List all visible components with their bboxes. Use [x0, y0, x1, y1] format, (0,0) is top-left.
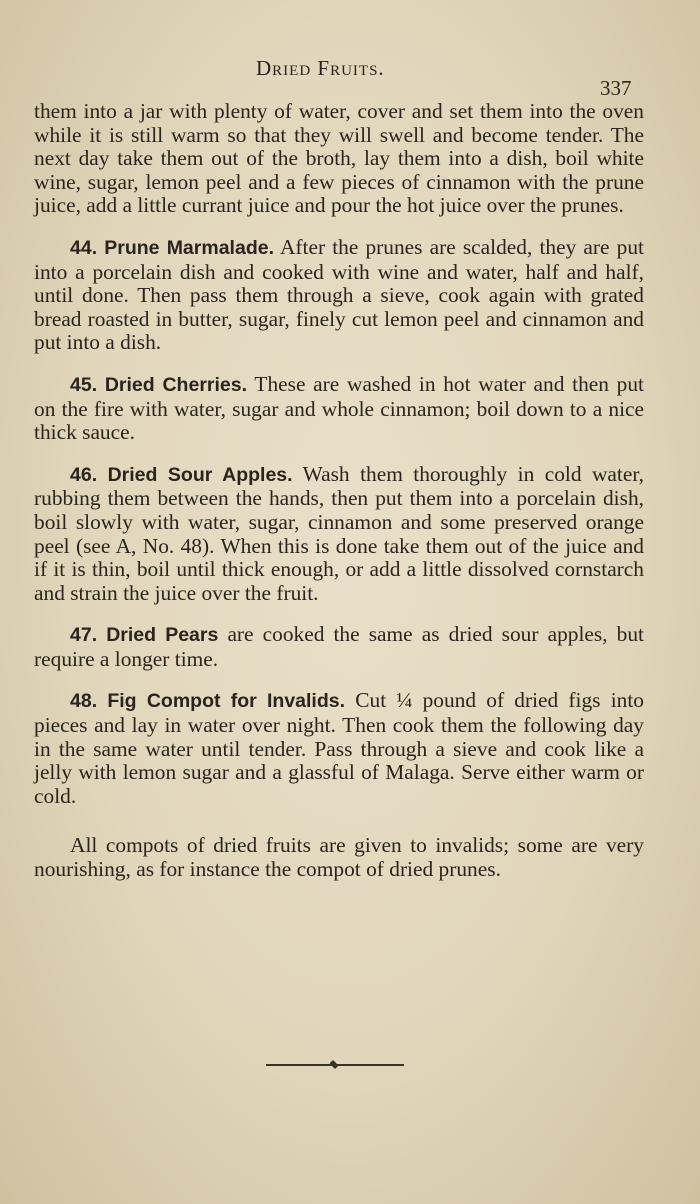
recipe-number: 47. [70, 624, 98, 647]
page-header [0, 54, 700, 100]
recipe-number: 45. [70, 373, 98, 396]
recipe-text: After the prunes are scalded, they are put into a porcelain dish and cooked with wine and water, half and half, until done. Then pass them through a sieve, cook again with grated bread roasted in butter, sugar, finely cut lemon peel and cinnamon and put into a dish. [34, 234, 644, 355]
recipe-number: 46. [70, 463, 98, 486]
section-divider [266, 1062, 404, 1068]
divider-ornament [329, 1060, 338, 1069]
recipe-44 [34, 236, 644, 355]
recipe-text: are cooked the same as dried sour apples, but require a longer time. [34, 622, 644, 671]
recipe-47 [34, 623, 644, 671]
recipe-number: 44. [70, 236, 98, 259]
recipe-48 [34, 689, 644, 808]
recipe-title: Prune Marmalade. [104, 236, 274, 259]
page-number: 337 [600, 76, 632, 100]
recipe-45 [34, 373, 644, 445]
closing-paragraph: All compots of dried fruits are given to invalids; some are very nourishing, as for instance the compot of dried prunes. [34, 833, 644, 882]
recipe-text: Wash them thoroughly in cold water, rubbing them between the hands, then put them into a porcelain dish, boil slowly with water, sugar, cinnamon and some preserved orange peel (see A, No. 48). When this is done take them out of the juice and if it is thin, boil until thick enough, or add a little dissolved cornstarch and strain the juice over the fruit. [34, 461, 644, 605]
recipe-title: Dried Pears [106, 624, 219, 647]
recipe-text: Cut ¼ pound of dried figs into pieces and lay in water over night. Then cook them the following day in the same water until tender. Pass through a sieve and cook like a jelly with lemon sugar and a glassful of Malaga. Serve either warm or cold. [34, 688, 644, 808]
recipe-title: Fig Compot for Invalids. [107, 690, 346, 713]
recipe-46 [34, 463, 644, 606]
recipe-text: These are washed in hot water and then put on the fire with water, sugar and whole cinnamon; boil down to a nice thick sauce. [34, 371, 645, 445]
running-head: Dried Fruits. [256, 56, 385, 80]
continuation-paragraph: them into a jar with plenty of water, cover and set them into the oven while it is still warm so that they will swell and become tender. The next day take them out of the broth, lay them into a dish, boil white wine, sugar, lemon peel and a few pieces of cinnamon with the prune juice, add a little currant juice and pour the hot juice over the prunes. [34, 99, 644, 218]
recipe-number: 48. [70, 690, 98, 713]
recipe-title: Dried Sour Apples. [107, 463, 293, 486]
recipe-title: Dried Cherries. [104, 373, 248, 396]
body-text [34, 100, 644, 900]
